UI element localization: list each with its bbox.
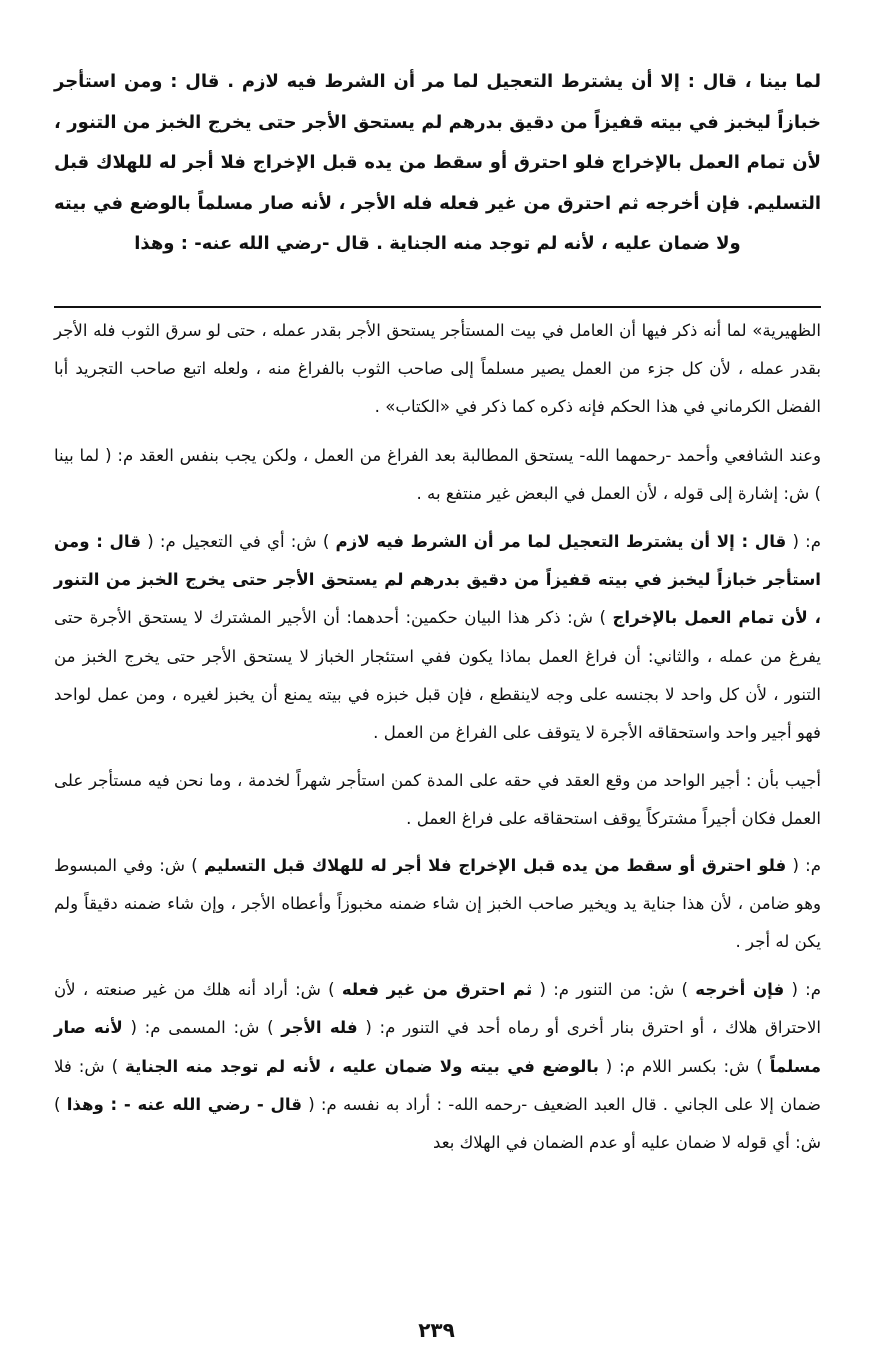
main-text: لما بينا ، قال : إلا أن يشترط التعجيل لما مر أن الشرط فيه لازم . قال : ومن استأجر خبازاً ليخبز في بيته قفيزاً من دقيق بدرهم لم يستحق الأجر حتى يخرج الخبز من التنور ، لأن تمام العمل بالإخراج فلو احترق أو سقط من يده قبل الإخراج فلا أجر له للهلاك قبل التسليم. فإن أخرجه ثم احترق من غير فعله فله الأجر ، لأنه صار مسلماً بالوضع في بيته ولا ضمان عليه ، لأنه لم توجد منه الجناية . قال -رضي الله عنه- : وهذا bbox=[54, 71, 821, 254]
quoted-text: لأنه صار مسلماً bbox=[54, 1018, 821, 1076]
text-run: ) ش: ذكر هذا البيان حكمين: أحدهما: أن الأجير المشترك لا يستحق الأجرة حتى يفرغ من عمله ، والثاني: أن فراغ العمل بماذا يكون ففي استئجار الخباز لا يستحق الأجر حتى يخرج الخبز من التنور ، لأن كل واحد لا بجنسه على وجه لاينقطع ، فإن قبل خبزه في بيته يمنع أن يخبز لغيره ، ومن عمل لواحد فهو أجير واحد واستحقاقه الأجرة لا يتوقف على الفراغ من العمل . bbox=[54, 608, 821, 743]
quoted-text: قال : ومن استأجر خبازاً ليخبز في بيته قفيزاً من دقيق بدرهم لم يستحق الأجر حتى يخرج الخبز من التنور ، لأن تمام العمل بالإخراج bbox=[54, 532, 821, 628]
text-run: ) ش: أراد أنه هلك من غير صنعته ، لأن الاحتراق هلاك ، أو احترق بنار أخرى أو رماه أحد في التنور م: ( bbox=[54, 980, 822, 1038]
text-run: ) ش: بكسر اللام م: ( bbox=[598, 1056, 770, 1076]
text-run: ) ش: وفي المبسوط وهو ضامن ، لأن هذا جناية يد ويخير صاحب الخبز إن شاء ضمنه مخبوزاً وأعطاه الأجر ، وإن شاء ضمنه دقيقاً ولم يكن له أجر . bbox=[54, 855, 821, 952]
commentary-paragraph-5 bbox=[54, 847, 821, 962]
quoted-text: قال : إلا أن يشترط التعجيل لما مر أن الشرط فيه لازم bbox=[335, 532, 787, 552]
separator-line bbox=[54, 306, 821, 308]
commentary-paragraph-6 bbox=[54, 971, 821, 1162]
text-run: م: ( bbox=[786, 855, 822, 875]
quoted-text: فلو احترق أو سقط من يده قبل الإخراج فلا أجر له للهلاك قبل التسليم bbox=[203, 855, 787, 875]
page-number: ٢٣٩ bbox=[418, 1318, 455, 1342]
commentary-paragraph-4: أجيب بأن : أجير الواحد من وقع العقد في حقه على المدة كمن استأجر شهراً لخدمة ، وما نحن فيه مستأجر على العمل فكان أجيراً مشتركاً يوقف استحقاقه على فراغ العمل . bbox=[54, 771, 821, 829]
text-run: ) ش: أي في التعجيل م: ( bbox=[141, 532, 336, 552]
commentary-paragraph-3 bbox=[54, 523, 821, 752]
commentary-paragraph-2: وعند الشافعي وأحمد -رحمهما الله- يستحق المطالبة بعد الفراغ من العمل ، ولكن يجب بنفس العقد م: ( لما بينا ) ش: إشارة إلى قوله ، لأن العمل في البعض غير منتفع به . bbox=[54, 445, 821, 503]
text-run: ) ش: أي قوله لا ضمان عليه أو عدم الضمان في الهلاك بعد bbox=[54, 1094, 821, 1153]
text-run: ) ش: فلا ضمان إلا على الجاني . قال العبد الضعيف -رحمه الله- : أراد به نفسه م: ( bbox=[54, 1056, 821, 1114]
text-run: م: ( bbox=[784, 980, 822, 1000]
quoted-text: قال - رضي الله عنه - : وهذا bbox=[66, 1094, 302, 1114]
text-run: ) ش: المسمى م: ( bbox=[122, 1018, 282, 1038]
commentary bbox=[54, 312, 821, 1162]
quoted-text: فإن أخرجه bbox=[695, 980, 785, 1000]
text-run: م: ( bbox=[786, 532, 822, 552]
quoted-text: ثم احترق من غير فعله bbox=[341, 980, 533, 1000]
text-run: ) ش: من التنور م: ( bbox=[532, 980, 696, 1000]
commentary-paragraph-1: الظهيرية» لما أنه ذكر فيها أن العامل في بيت المستأجر يستحق الأجر بقدر عمله ، حتى لو سرق الثوب فله الأجر بقدر عمله ، لأن كل جزء من العمل يصير مسلماً إلى صاحب الثوب بالفراغ منه ، ولعله اتبع صاحب التجريد أبا الفضل الكرماني في هذا الحكم فإنه ذكره كما ذكر في «الكتاب» . bbox=[54, 321, 821, 417]
quoted-text: فله الأجر bbox=[281, 1018, 358, 1038]
quoted-text: بالوضع في بيته ولا ضمان عليه ، لأنه لم توجد منه الجناية bbox=[125, 1056, 599, 1076]
